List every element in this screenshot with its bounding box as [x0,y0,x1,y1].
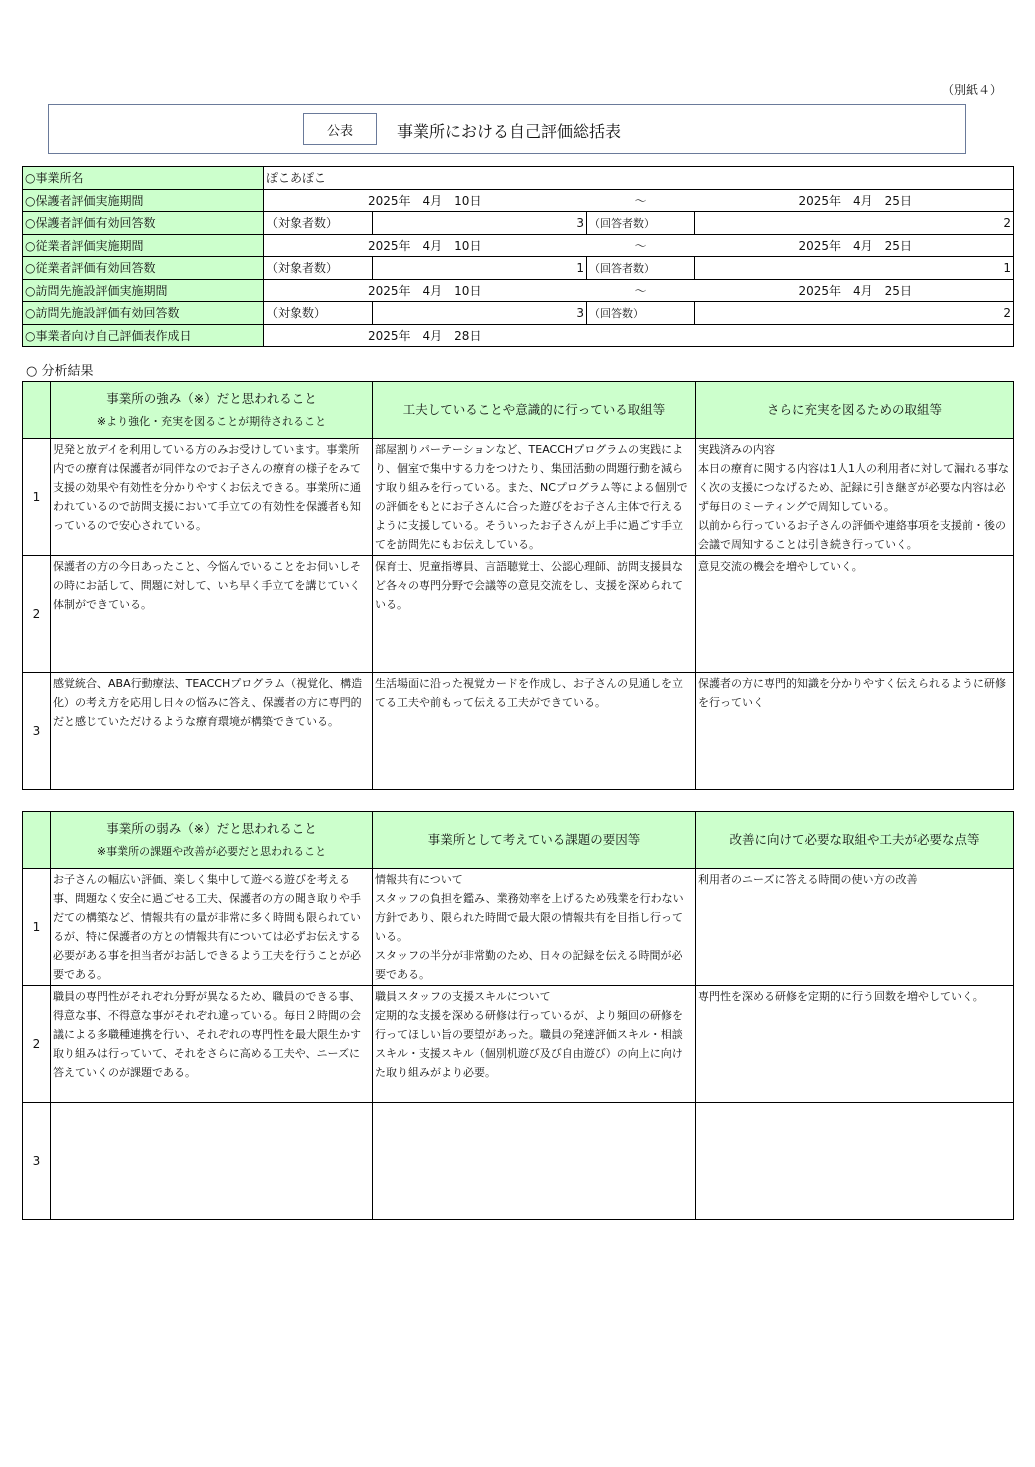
table-row [23,556,1014,673]
row-number: 1 [23,439,51,556]
weaknesses-header-col1 [51,812,373,869]
table-row [23,869,1014,986]
cause-text: 情報共有について スタッフの負担を鑑み、業務効率を上げるため残業を行わない方針であり、限られた時間で最大限の情報共有を目指し行っている。 スタッフの半分が非常勤のため、日々の記録を伝える時間が必要である。 [373,869,696,986]
guardian-period-label: ○保護者評価実施期間 [23,189,264,212]
cause-text [373,1103,696,1220]
weaknesses-col1-note: ※事業所の課題や改善が必要だと思われること [96,844,327,858]
strengths-header-col3: さらに充実を図るための取組等 [696,382,1014,439]
weaknesses-header-row [23,812,1014,869]
table-row [23,673,1014,790]
effort-text: 部屋割りパーテーションなど、TEACCHプログラムの実践により、個室で集中する力をつけたり、集団活動の問題行動を減らす取り組みを行っている。また、NCプログラム等による個別での評価をもとにお子さんに合った遊びをお子さん主体で行えるように支援している。そういったお子さんが上手に過ごす手立てを訪問先にもお伝えしている。 [373,439,696,556]
row-number: 2 [23,986,51,1103]
guardian-target-value: 3 [373,212,587,235]
weakness-text: 職員の専門性がそれぞれ分野が異なるため、職員のできる事、得意な事、不得意な事がそれぞれ違っている。毎日２時間の会議による多職種連携を行い、それぞれの専門性を最大限生かす取り組みは行っていて、それをさらに高める工夫や、ニーズに答えていくのが課題である。 [51,986,373,1103]
table-row [23,1103,1014,1220]
strengths-header-row [23,382,1014,439]
visit-target-value: 3 [373,302,587,325]
info-row-staff-responses [23,257,1014,280]
annex-label: （別紙４） [941,83,1002,97]
created-date-value: 2025年 4月 28日 [264,324,1014,347]
visit-period-start: 2025年 4月 10日 [264,279,587,302]
strengths-header-col2: 工夫していることや意識的に行っている取組等 [373,382,696,439]
visit-answer-label: （回答数） [587,302,695,325]
weaknesses-header-num [23,812,51,869]
created-date-label: ○事業者向け自己評価表作成日 [23,324,264,347]
enhancement-text: 意見交流の機会を増やしていく。 [696,556,1014,673]
weaknesses-header-col2: 事業所として考えている課題の要因等 [373,812,696,869]
staff-period-start: 2025年 4月 10日 [264,234,587,257]
info-row-guardian-period [23,189,1014,212]
info-row-visit-period [23,279,1014,302]
table-row [23,986,1014,1103]
strengths-header-num [23,382,51,439]
improvement-text: 専門性を深める研修を定期的に行う回数を増やしていく。 [696,986,1014,1103]
guardian-answer-label: （回答者数） [587,212,695,235]
row-number: 3 [23,673,51,790]
strengths-col1-title: 事業所の強み（※）だと思われること [106,390,317,406]
effort-text: 保育士、児童指導員、言語聴覚士、公認心理師、訪問支援員など各々の専門分野で会議等の意見交流をし、支援を深められている。 [373,556,696,673]
visit-target-label: （対象数） [264,302,373,325]
info-row-visit-responses [23,302,1014,325]
document-title: 事業所における自己評価総括表 [397,122,622,141]
guardian-answer-value: 2 [695,212,1014,235]
visit-period-sep: ～ [587,279,695,302]
row-number: 1 [23,869,51,986]
staff-period-sep: ～ [587,234,695,257]
facility-info-table [22,166,1014,347]
strength-text: 児発と放デイを利用している方のみお受けしています。事業所内での療育は保護者が同伴なのでお子さんの療育の様子をみて支援の効果や有効性を分かりやすくお伝えできる。事業所に通われているので訪問支援において手立ての有効性を保護者も知っているので安心されている。 [51,439,373,556]
info-row-facility-name [23,167,1014,190]
public-badge: 公表 [303,113,377,145]
strengths-table [22,381,1014,790]
weaknesses-table [22,811,1014,1220]
weakness-text [51,1103,373,1220]
guardian-period-sep: ～ [587,189,695,212]
staff-answer-value: 1 [695,257,1014,280]
title-box [48,104,966,154]
strengths-header-col1 [51,382,373,439]
visit-period-end: 2025年 4月 25日 [695,279,1014,302]
guardian-period-end: 2025年 4月 25日 [695,189,1014,212]
staff-responses-label: ○従業者評価有効回答数 [23,257,264,280]
enhancement-text: 実践済みの内容 本日の療育に関する内容は1人1人の利用者に対して漏れる事なく次の支援につなげるため、記録に引き継ぎが必要な内容は必ず毎日のミーティングで周知している。 以前から行っているお子さんの評価や連絡事項を支援前・後の会議で周知することは引き続き行っていく。 [696,439,1014,556]
staff-target-value: 1 [373,257,587,280]
guardian-responses-label: ○保護者評価有効回答数 [23,212,264,235]
effort-text: 生活場面に沿った視覚カードを作成し、お子さんの見通しを立てる工夫や前もって伝える工夫ができている。 [373,673,696,790]
weakness-text: お子さんの幅広い評価、楽しく集中して遊べる遊びを考える事、問題なく安全に過ごせる工夫、保護者の方の聞き取りや手だての構築など、情報共有の量が非常に多く時間も限られているが、特に保護者の方との情報共有については必ずお伝えする必要がある事を担当者がお話しできるよう工夫を行うことが必要である。 [51,869,373,986]
improvement-text: 利用者のニーズに答える時間の使い方の改善 [696,869,1014,986]
visit-answer-value: 2 [695,302,1014,325]
row-number: 3 [23,1103,51,1220]
strength-text: 感覚統合、ABA行動療法、TEACCHプログラム（視覚化、構造化）の考え方を応用し日々の悩みに答え、保護者の方に専門的だと感じていただけるような療育環境が構築できている。 [51,673,373,790]
staff-period-end: 2025年 4月 25日 [695,234,1014,257]
weaknesses-col1-title: 事業所の弱み（※）だと思われること [106,820,317,836]
strengths-col1-note: ※より強化・充実を図ることが期待されること [96,414,327,428]
facility-name-label: ○事業所名 [23,167,264,190]
row-number: 2 [23,556,51,673]
staff-target-label: （対象者数） [264,257,373,280]
visit-responses-label: ○訪問先施設評価有効回答数 [23,302,264,325]
staff-answer-label: （回答者数） [587,257,695,280]
enhancement-text: 保護者の方に専門的知識を分かりやすく伝えられるように研修を行っていく [696,673,1014,790]
improvement-text [696,1103,1014,1220]
analysis-results-heading: ○ 分析結果 [26,364,94,379]
table-row [23,439,1014,556]
info-row-staff-period [23,234,1014,257]
staff-period-label: ○従業者評価実施期間 [23,234,264,257]
guardian-target-label: （対象者数） [264,212,373,235]
weaknesses-header-col3: 改善に向けて必要な取組や工夫が必要な点等 [696,812,1014,869]
visit-period-label: ○訪問先施設評価実施期間 [23,279,264,302]
guardian-period-start: 2025年 4月 10日 [264,189,587,212]
info-row-created-date [23,324,1014,347]
info-row-guardian-responses [23,212,1014,235]
cause-text: 職員スタッフの支援スキルについて 定期的な支援を深める研修は行っているが、より頻回の研修を行ってほしい旨の要望があった。職員の発達評価スキル・相談スキル・支援スキル（個別机遊び及び自由遊び）の向上に向けた取り組みがより必要。 [373,986,696,1103]
strength-text: 保護者の方の今日あったこと、今悩んでいることをお伺いしその時にお話して、問題に対して、いち早く手立てを講じていく体制ができている。 [51,556,373,673]
facility-name-value: ぽこあぽこ [264,167,1014,190]
